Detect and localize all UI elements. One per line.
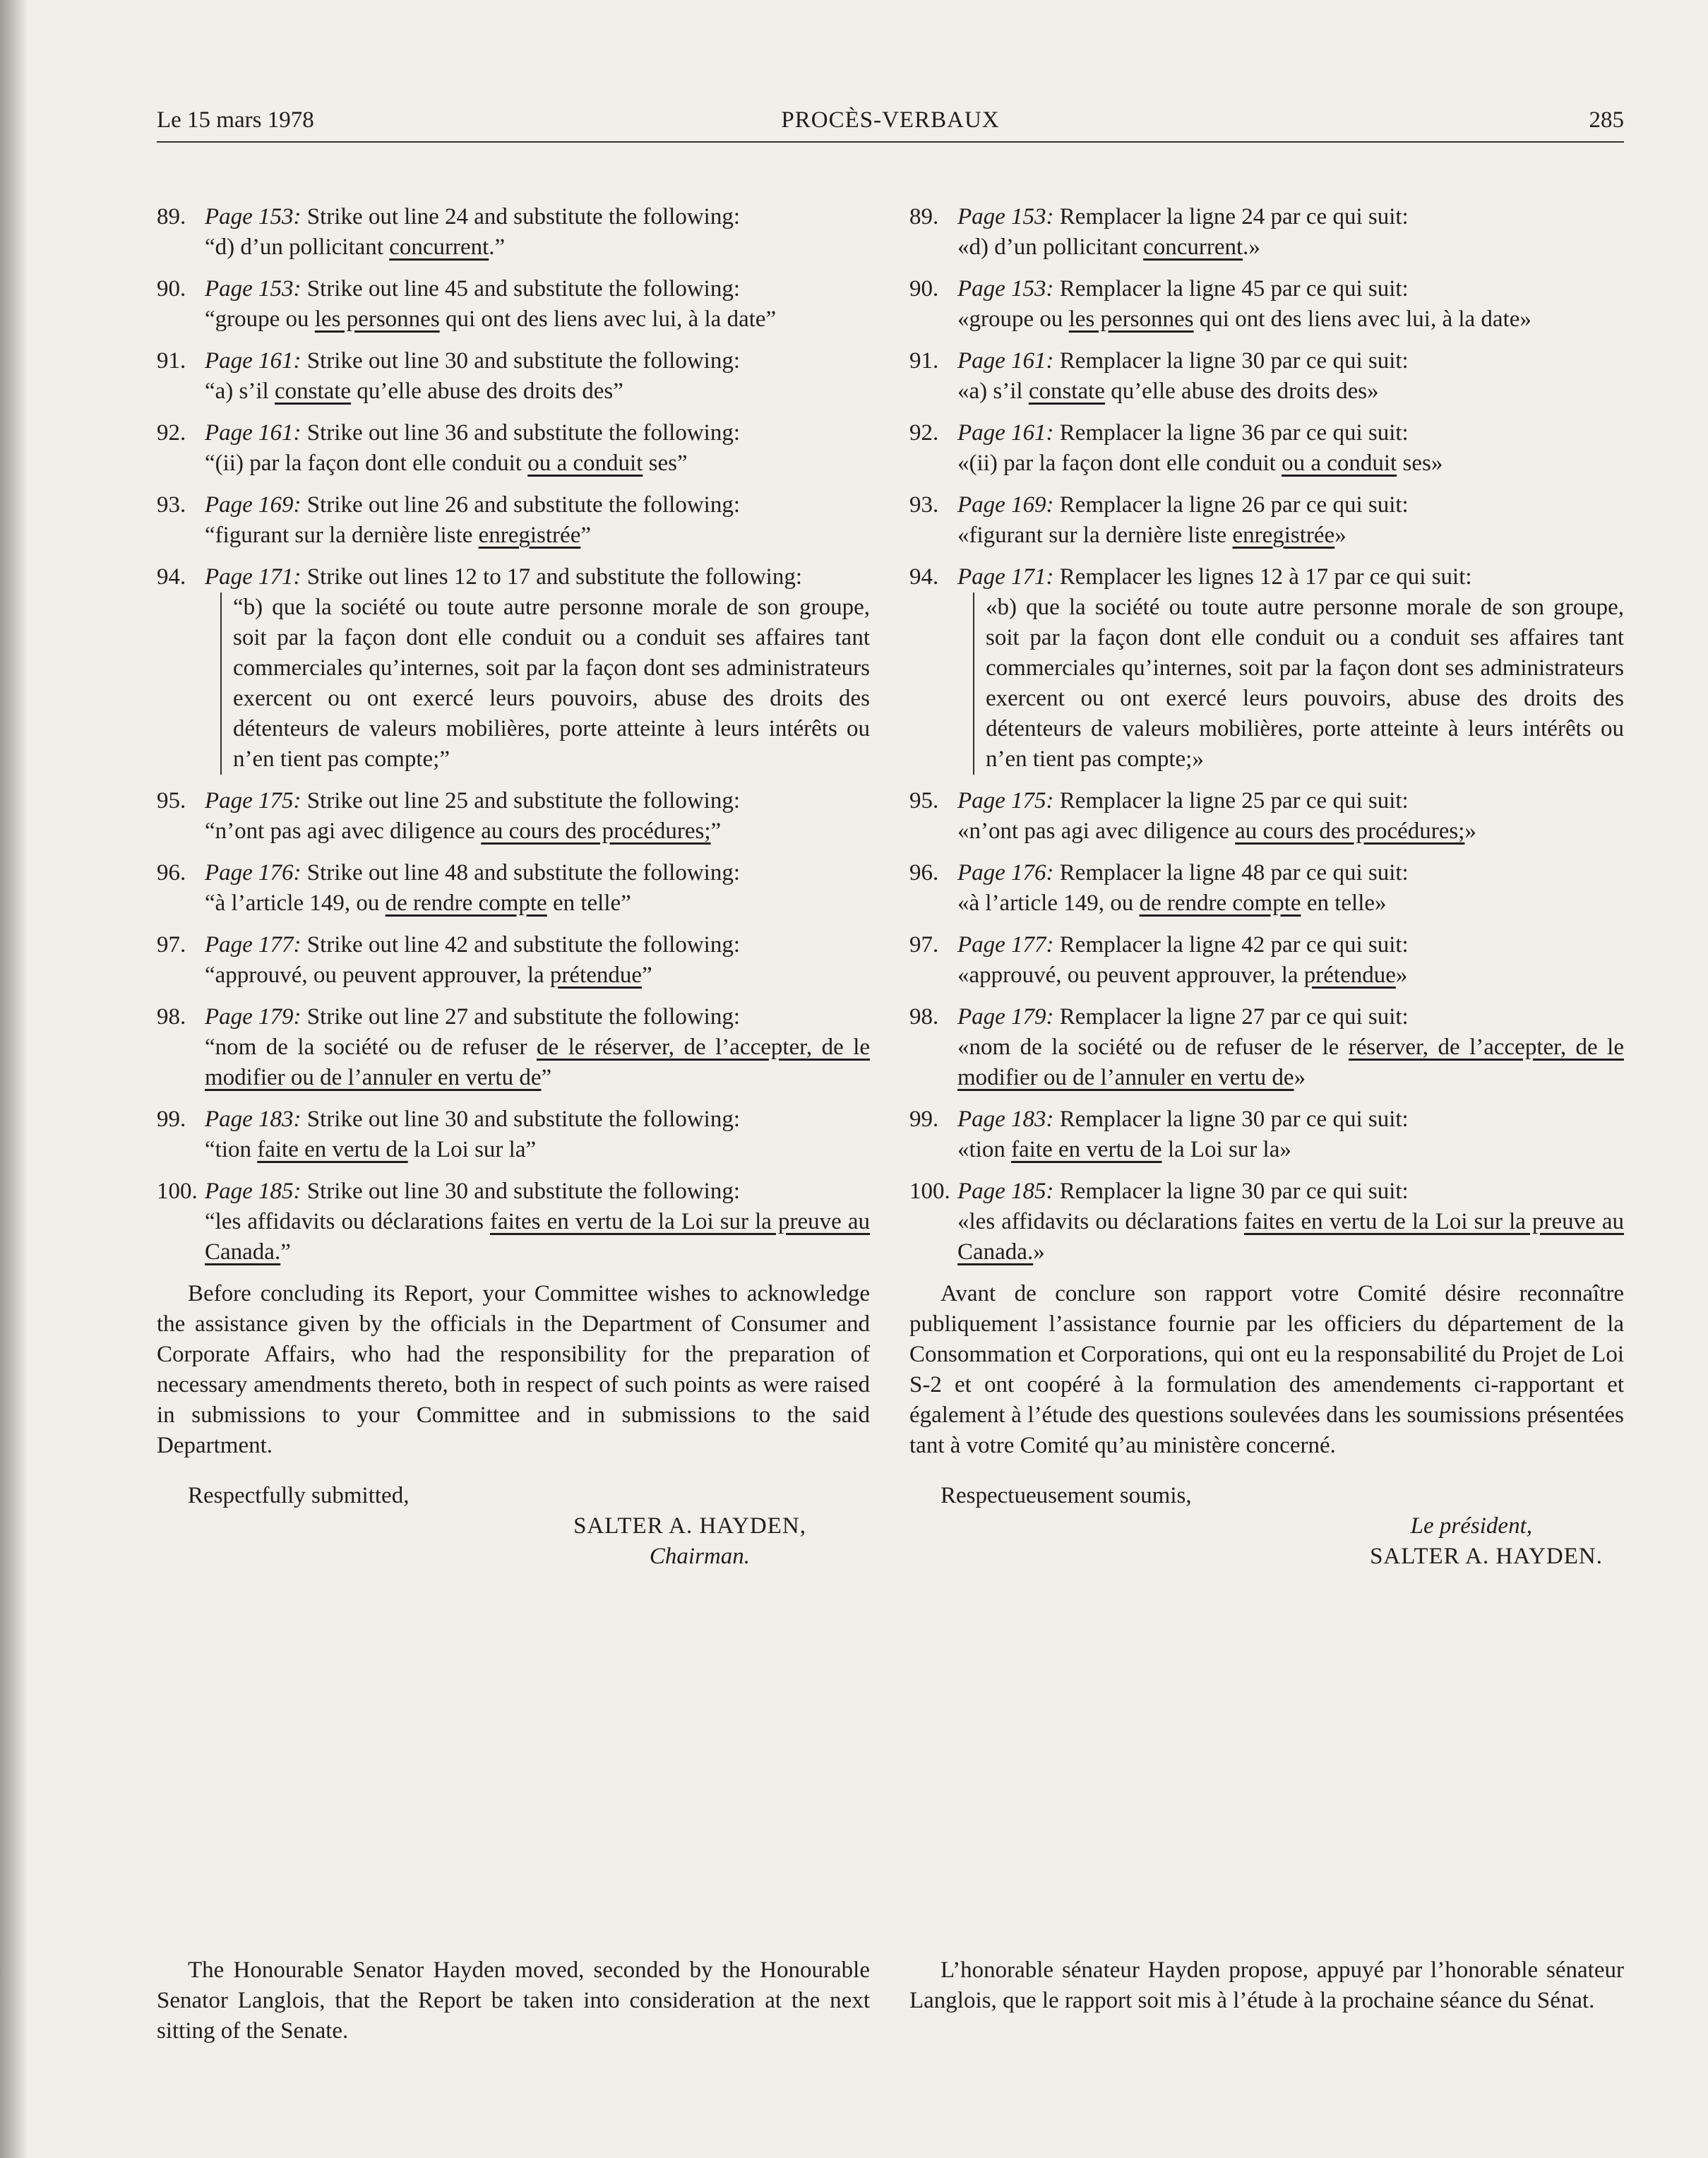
- amendment-page-ref: Page 161:: [205, 348, 301, 374]
- amendment-instruction-body: Strike out line 30 and substitute the following:: [301, 1107, 740, 1132]
- amendment-number: 94.: [157, 564, 186, 590]
- replacement-segment: »: [1033, 1239, 1045, 1265]
- amendment-instruction: [909, 1002, 1624, 1032]
- replacement-segment: ses”: [643, 451, 688, 476]
- replacement-segment: qui ont des liens avec lui, à la date»: [1193, 306, 1531, 332]
- amendment-instruction-body: Remplacer la ligne 27 par ce qui suit:: [1053, 1004, 1409, 1030]
- english-closing-paragraph: Before concluding its Report, your Committee wishes to acknowledge the assistance given by the officials in the Department of Consumer and Corporate Affairs, who had the responsibility for the preparation of necessary amendments thereto, both in respect of such points as were raised in submissions to your Committee and in submissions to the said Department.: [157, 1281, 870, 1458]
- underlined-change: faites en vertu de la Loi sur la preuve au Canada.: [957, 1209, 1625, 1265]
- amendment-item: [157, 1104, 870, 1165]
- amendment-item: [909, 786, 1624, 847]
- english-signer-title: Chairman.: [649, 1544, 750, 1569]
- replacement-text: [957, 888, 1624, 919]
- amendment-page-ref: Page 153:: [205, 276, 301, 302]
- amendment-page-ref: Page 175:: [957, 788, 1054, 813]
- replacement-text: [957, 304, 1624, 335]
- underlined-change: au cours des procédures;: [1235, 818, 1465, 844]
- amendment-instruction-body: Strike out line 27 and substitute the following:: [301, 1004, 740, 1030]
- amendment-instruction: [157, 418, 870, 448]
- replacement-segment: «(ii) par la façon dont elle conduit: [957, 451, 1282, 476]
- amendment-instruction: [157, 858, 870, 888]
- replacement-text: [205, 888, 870, 919]
- replacement-text: [205, 1032, 870, 1093]
- amendment-instruction-body: Remplacer la ligne 30 par ce qui suit:: [1053, 348, 1409, 374]
- amendment-instruction-text: [205, 418, 740, 448]
- amendment-page-ref: Page 161:: [957, 420, 1054, 446]
- replacement-segment: «tion: [957, 1137, 1012, 1162]
- amendment-page-ref: Page 153:: [957, 276, 1054, 302]
- replacement-segment: »: [1464, 818, 1476, 844]
- amendment-page-ref: Page 176:: [957, 860, 1054, 886]
- amendment-instruction-body: Strike out line 25 and substitute the following:: [301, 788, 740, 813]
- underlined-change: les personnes: [1068, 306, 1194, 332]
- replacement-segment: .”: [489, 234, 506, 260]
- amendment-number: 100.: [909, 1179, 950, 1204]
- replacement-segment: «a) s’il: [957, 378, 1029, 404]
- replacement-text: [205, 816, 870, 847]
- replacement-text: [957, 520, 1624, 551]
- underlined-change: de rendre compte: [1139, 890, 1301, 916]
- french-signature: [909, 1481, 1624, 1572]
- underlined-change: concurrent: [1143, 234, 1243, 260]
- amendment-item: [157, 490, 870, 551]
- amendment-instruction: [909, 418, 1624, 448]
- amendment-instruction-text: [205, 1002, 740, 1032]
- underlined-change: enregistrée: [1232, 523, 1335, 548]
- replacement-text: [957, 232, 1624, 263]
- replacement-segment: la Loi sur la”: [407, 1137, 537, 1162]
- underlined-change: prétendue: [1303, 962, 1396, 988]
- amendment-page-ref: Page 179:: [957, 1004, 1054, 1030]
- amendment-page-ref: Page 179:: [205, 1004, 301, 1030]
- replacement-text: [205, 1207, 870, 1268]
- replacement-segment: “n’ont pas agi avec diligence: [205, 818, 482, 844]
- amendment-instruction-body: Strike out line 30 and substitute the following:: [301, 348, 740, 374]
- amendment-page-ref: Page 153:: [957, 204, 1054, 229]
- amendment-item: [157, 1176, 870, 1268]
- replacement-segment: «n’ont pas agi avec diligence: [957, 818, 1236, 844]
- amendment-instruction-text: [957, 858, 1409, 888]
- amendment-page-ref: Page 183:: [205, 1107, 301, 1132]
- amendment-instruction-text: [957, 930, 1409, 960]
- replacement-text: [205, 304, 870, 335]
- underlined-change: prétendue: [549, 962, 643, 988]
- replacement-segment: qu’elle abuse des droits des»: [1104, 378, 1379, 404]
- amendment-number: 97.: [157, 932, 186, 958]
- amendment-instruction-body: Remplacer la ligne 24 par ce qui suit:: [1053, 204, 1409, 229]
- replacement-segment: “a) s’il: [205, 378, 275, 404]
- amendment-item: [909, 1002, 1624, 1093]
- amendment-item: [909, 1176, 1624, 1268]
- amendment-instruction-text: [957, 562, 1472, 592]
- page-number: 285: [1589, 107, 1624, 133]
- french-signer: SALTER A. HAYDEN.: [1370, 1544, 1603, 1569]
- replacement-block: “b) que la société ou toute autre personne morale de son groupe, soit par la façon dont elle conduit ou a conduit ses affaires tant commerciales qu’internes, soit par la façon dont ses administrateurs exercent ou ont exercé leurs pouvoirs, abuse des droits des détenteurs de valeurs mobilières, porte atteinte à leurs intérêts ou n’en tient pas compte;”: [220, 592, 870, 775]
- amendment-item: [909, 490, 1624, 551]
- amendment-number: 95.: [909, 788, 939, 813]
- amendment-instruction-body: Strike out line 42 and substitute the following:: [301, 932, 740, 958]
- underlined-change: au cours des procédures;: [481, 818, 711, 844]
- amendment-number: 93.: [157, 492, 186, 518]
- amendment-page-ref: Page 161:: [205, 420, 301, 446]
- english-signature: [157, 1481, 870, 1572]
- amendment-instruction-text: [205, 202, 740, 232]
- amendment-page-ref: Page 171:: [205, 564, 301, 590]
- amendment-instruction-text: [957, 418, 1409, 448]
- amendment-page-ref: Page 153:: [205, 204, 301, 229]
- replacement-segment: d) d’un pollicitant: [215, 234, 390, 260]
- amendment-instruction: [909, 930, 1624, 960]
- replacement-segment: “les affidavits ou déclarations: [205, 1209, 491, 1234]
- amendment-instruction-body: Strike out lines 12 to 17 and substitute the following:: [301, 564, 802, 590]
- amendment-instruction: [157, 1176, 870, 1207]
- amendment-instruction-text: [205, 786, 740, 816]
- replacement-segment: “(ii) par la façon dont elle conduit: [205, 451, 528, 476]
- amendment-instruction-text: [957, 1104, 1409, 1135]
- amendment-number: 96.: [157, 860, 186, 886]
- underlined-change: les personnes: [314, 306, 440, 332]
- amendment-number: 91.: [909, 348, 939, 374]
- amendment-instruction-text: [205, 490, 740, 520]
- underlined-change: faite en vertu de: [1011, 1137, 1162, 1162]
- underlined-change: réserver, de l’accepter, de le modifier ou de l’annuler en vertu de: [957, 1035, 1624, 1090]
- replacement-text: [957, 1032, 1624, 1093]
- amendment-instruction: [157, 490, 870, 520]
- amendment-instruction-body: Strike out line 36 and substitute the following:: [301, 420, 740, 446]
- replacement-segment: “nom de la société ou de refuser: [205, 1035, 537, 1060]
- underlined-change: constate: [274, 378, 352, 404]
- amendment-instruction-text: [205, 274, 740, 304]
- replacement-segment: “à l’article 149, ou: [205, 890, 386, 916]
- amendment-instruction: [909, 202, 1624, 232]
- amendment-instruction: [909, 346, 1624, 376]
- amendment-instruction: [909, 490, 1624, 520]
- replacement-segment: en telle»: [1301, 890, 1387, 916]
- amendment-instruction: [909, 858, 1624, 888]
- amendment-instruction-text: [205, 562, 802, 592]
- amendment-instruction-body: Remplacer la ligne 42 par ce qui suit:: [1053, 932, 1409, 958]
- amendment-instruction: [157, 930, 870, 960]
- amendment-page-ref: Page 171:: [957, 564, 1054, 590]
- amendment-instruction-body: Strike out line 45 and substitute the following:: [301, 276, 740, 302]
- replacement-segment: ses»: [1397, 451, 1443, 476]
- replacement-block: «b) que la société ou toute autre personne morale de son groupe, soit par la façon dont elle conduit ou a conduit ses affaires tant commerciales qu’internes, soit par la façon dont ses administrateurs exercent ou ont exercé leurs pouvoirs, abuse des droits des détenteurs de valeurs mobilières, porte atteinte à leurs intérêts ou n’en tient pas compte;»: [973, 592, 1624, 775]
- replacement-segment: “groupe ou: [205, 306, 315, 332]
- amendment-page-ref: Page 176:: [205, 860, 301, 886]
- amendment-number: 99.: [909, 1107, 939, 1132]
- amendment-item: [157, 930, 870, 991]
- amendment-page-ref: Page 183:: [957, 1107, 1054, 1132]
- amendment-instruction-text: [957, 202, 1409, 232]
- replacement-text: [957, 376, 1624, 407]
- amendment-instruction-body: Strike out line 26 and substitute the following:: [301, 492, 740, 518]
- amendment-page-ref: Page 161:: [957, 348, 1054, 374]
- amendment-instruction-body: Remplacer la ligne 36 par ce qui suit:: [1053, 420, 1409, 446]
- replacement-text: [957, 1135, 1624, 1165]
- amendment-number: 89.: [909, 204, 939, 229]
- underlined-change: faites en vertu de la Loi sur la preuve au Canada.: [205, 1209, 870, 1265]
- replacement-segment: »: [1334, 523, 1346, 548]
- amendment-instruction: [157, 786, 870, 816]
- amendment-item: [909, 1104, 1624, 1165]
- amendment-instruction-body: Remplacer les lignes 12 à 17 par ce qui suit:: [1053, 564, 1472, 590]
- replacement-text: [957, 448, 1624, 479]
- underlined-change: ou a conduit: [527, 451, 643, 476]
- amendment-instruction: [157, 346, 870, 376]
- amendment-instruction-text: [957, 346, 1409, 376]
- replacement-segment: “approuvé, ou peuvent approuver, la: [205, 962, 550, 988]
- replacement-text: [205, 376, 870, 407]
- header-date: Le 15 mars 1978: [157, 107, 314, 133]
- amendment-page-ref: Page 177:: [957, 932, 1054, 958]
- english-amendments-list: [157, 202, 870, 1268]
- english-motion: The Honourable Senator Hayden moved, seconded by the Honourable Senator Langlois, that the Report be taken into consideration at the next sitting of the Senate.: [157, 1957, 870, 2044]
- amendment-instruction-text: [205, 1176, 740, 1207]
- amendment-number: 99.: [157, 1107, 186, 1132]
- amendment-instruction-body: Strike out line 48 and substitute the following:: [301, 860, 740, 886]
- amendment-item: [157, 858, 870, 919]
- amendment-instruction: [909, 274, 1624, 304]
- amendment-item: [157, 562, 870, 775]
- amendment-number: 97.: [909, 932, 939, 958]
- underlined-change: de le réserver, de l’accepter, de le modifier ou de l’annuler en vertu de: [205, 1035, 871, 1090]
- replacement-segment: «groupe ou: [957, 306, 1069, 332]
- amendment-instruction: [157, 1002, 870, 1032]
- amendment-item: [157, 274, 870, 335]
- amendment-number: 98.: [909, 1004, 939, 1030]
- amendment-instruction-text: [957, 1002, 1409, 1032]
- underlined-change: constate: [1028, 378, 1105, 404]
- amendment-instruction-body: Remplacer la ligne 26 par ce qui suit:: [1053, 492, 1409, 518]
- underlined-change: de rendre compte: [385, 890, 547, 916]
- amendment-number: 93.: [909, 492, 939, 518]
- french-respect: Respectueusement soumis,: [940, 1483, 1192, 1508]
- replacement-text: [957, 816, 1624, 847]
- amendment-instruction: [157, 274, 870, 304]
- replacement-segment: ”: [280, 1239, 291, 1265]
- replacement-segment: «les affidavits ou déclarations: [957, 1209, 1244, 1234]
- replacement-text: [205, 520, 870, 551]
- amendment-instruction-text: [957, 490, 1409, 520]
- amendment-number: 96.: [909, 860, 939, 886]
- amendment-number: 94.: [909, 564, 939, 590]
- replacement-text: [205, 1135, 870, 1165]
- amendment-instruction: [157, 562, 870, 592]
- replacement-segment: “figurant sur la dernière liste: [205, 523, 479, 548]
- amendment-instruction-body: Strike out line 24 and substitute the following:: [301, 204, 740, 229]
- amendment-number: 95.: [157, 788, 186, 813]
- amendment-item: [909, 858, 1624, 919]
- replacement-segment: “tion: [205, 1137, 258, 1162]
- replacement-segment: ”: [580, 523, 591, 548]
- underlined-change: concurrent: [389, 234, 489, 260]
- amendment-item: [157, 1002, 870, 1093]
- replacement-segment: qu’elle abuse des droits des”: [351, 378, 623, 404]
- amendment-instruction-body: Remplacer la ligne 25 par ce qui suit:: [1053, 788, 1409, 813]
- replacement-text: [205, 232, 870, 263]
- replacement-segment: «figurant sur la dernière liste: [957, 523, 1233, 548]
- replacement-segment: «nom de la société ou de refuser de le: [957, 1035, 1349, 1060]
- amendment-number: 98.: [157, 1004, 186, 1030]
- amendment-number: 91.: [157, 348, 186, 374]
- english-signer: SALTER A. HAYDEN,: [573, 1513, 806, 1539]
- french-column: [909, 202, 1624, 1572]
- replacement-segment: ”: [541, 1065, 552, 1090]
- replacement-segment: en telle”: [547, 890, 631, 916]
- amendment-instruction: [157, 202, 870, 232]
- replacement-segment: ”: [710, 818, 722, 844]
- amendment-instruction: [909, 786, 1624, 816]
- amendment-item: [157, 346, 870, 407]
- replacement-text: [205, 448, 870, 479]
- replacement-segment: qui ont des liens avec lui, à la date”: [439, 306, 777, 332]
- amendment-instruction-body: Remplacer la ligne 48 par ce qui suit:: [1053, 860, 1409, 886]
- amendment-number: 89.: [157, 204, 186, 229]
- amendment-number: 90.: [909, 276, 939, 302]
- amendment-item: [909, 274, 1624, 335]
- english-respect: Respectfully submitted,: [188, 1483, 410, 1508]
- amendment-item: [157, 202, 870, 263]
- amendment-item: [909, 202, 1624, 263]
- replacement-segment: «à l’article 149, ou: [957, 890, 1140, 916]
- replacement-segment: d) d’un pollicitant: [969, 234, 1144, 260]
- amendment-instruction-body: Strike out line 30 and substitute the following:: [301, 1179, 740, 1204]
- underlined-change: faite en vertu de: [257, 1137, 408, 1162]
- amendment-instruction-text: [205, 858, 740, 888]
- amendment-instruction: [909, 1104, 1624, 1135]
- amendment-instruction-text: [957, 274, 1409, 304]
- amendment-instruction-body: Remplacer la ligne 30 par ce qui suit:: [1053, 1179, 1409, 1204]
- amendment-page-ref: Page 169:: [957, 492, 1054, 518]
- amendment-page-ref: Page 185:: [957, 1179, 1054, 1204]
- replacement-segment: »: [1395, 962, 1408, 988]
- amendment-item: [909, 562, 1624, 775]
- amendment-number: 92.: [157, 420, 186, 446]
- amendment-page-ref: Page 185:: [205, 1179, 301, 1204]
- replacement-segment: «approuvé, ou peuvent approuver, la: [957, 962, 1304, 988]
- page-spine-shadow: [0, 0, 28, 2158]
- french-signer-title: Le président,: [1410, 1513, 1532, 1539]
- amendment-instruction: [909, 562, 1624, 592]
- replacement-segment: “: [205, 234, 215, 260]
- page-header: [157, 106, 1624, 143]
- replacement-text: [205, 960, 870, 991]
- amendment-item: [157, 418, 870, 479]
- underlined-change: ou a conduit: [1282, 451, 1397, 476]
- replacement-segment: »: [1294, 1065, 1306, 1090]
- french-closing-paragraph: Avant de conclure son rapport votre Comité désire reconnaître publiquement l’assistance fournie par les officiers du département de la Consommation et Corporations, qui ont eu la responsabilité du Projet de Loi S-2 et ont coopéré à la formulation des amendements ci-rapportant et également à l’étude des questions soulevées dans les soumissions présentées tant à votre Comité qu’au ministère concerné.: [909, 1281, 1624, 1458]
- english-column: [157, 202, 870, 1572]
- amendment-number: 92.: [909, 420, 939, 446]
- amendment-instruction-body: Remplacer la ligne 30 par ce qui suit:: [1053, 1107, 1409, 1132]
- amendment-instruction-text: [957, 1176, 1409, 1207]
- amendment-page-ref: Page 175:: [205, 788, 301, 813]
- replacement-text: [957, 960, 1624, 991]
- amendment-item: [909, 930, 1624, 991]
- replacement-segment: ”: [642, 962, 652, 988]
- replacement-segment: .»: [1243, 234, 1260, 260]
- replacement-text: [957, 1207, 1624, 1268]
- header-title: PROCÈS-VERBAUX: [781, 107, 1000, 133]
- french-motion: L’honorable sénateur Hayden propose, appuyé par l’honorable sénateur Langlois, que le rapport soit mis à l’étude à la prochaine séance du Sénat.: [909, 1957, 1624, 2013]
- amendment-instruction-text: [205, 930, 740, 960]
- replacement-segment: la Loi sur la»: [1161, 1137, 1291, 1162]
- amendment-instruction: [157, 1104, 870, 1135]
- underlined-change: enregistrée: [478, 523, 581, 548]
- amendment-item: [909, 418, 1624, 479]
- amendment-instruction-text: [957, 786, 1409, 816]
- amendment-page-ref: Page 177:: [205, 932, 301, 958]
- amendment-instruction-text: [205, 1104, 740, 1135]
- amendment-instruction: [909, 1176, 1624, 1207]
- french-amendments-list: [909, 202, 1624, 1268]
- replacement-segment: «: [957, 234, 969, 260]
- amendment-item: [157, 786, 870, 847]
- amendment-page-ref: Page 169:: [205, 492, 301, 518]
- amendment-number: 90.: [157, 276, 186, 302]
- amendment-number: 100.: [157, 1179, 198, 1204]
- amendment-instruction-body: Remplacer la ligne 45 par ce qui suit:: [1053, 276, 1409, 302]
- amendment-instruction-text: [205, 346, 740, 376]
- amendment-item: [909, 346, 1624, 407]
